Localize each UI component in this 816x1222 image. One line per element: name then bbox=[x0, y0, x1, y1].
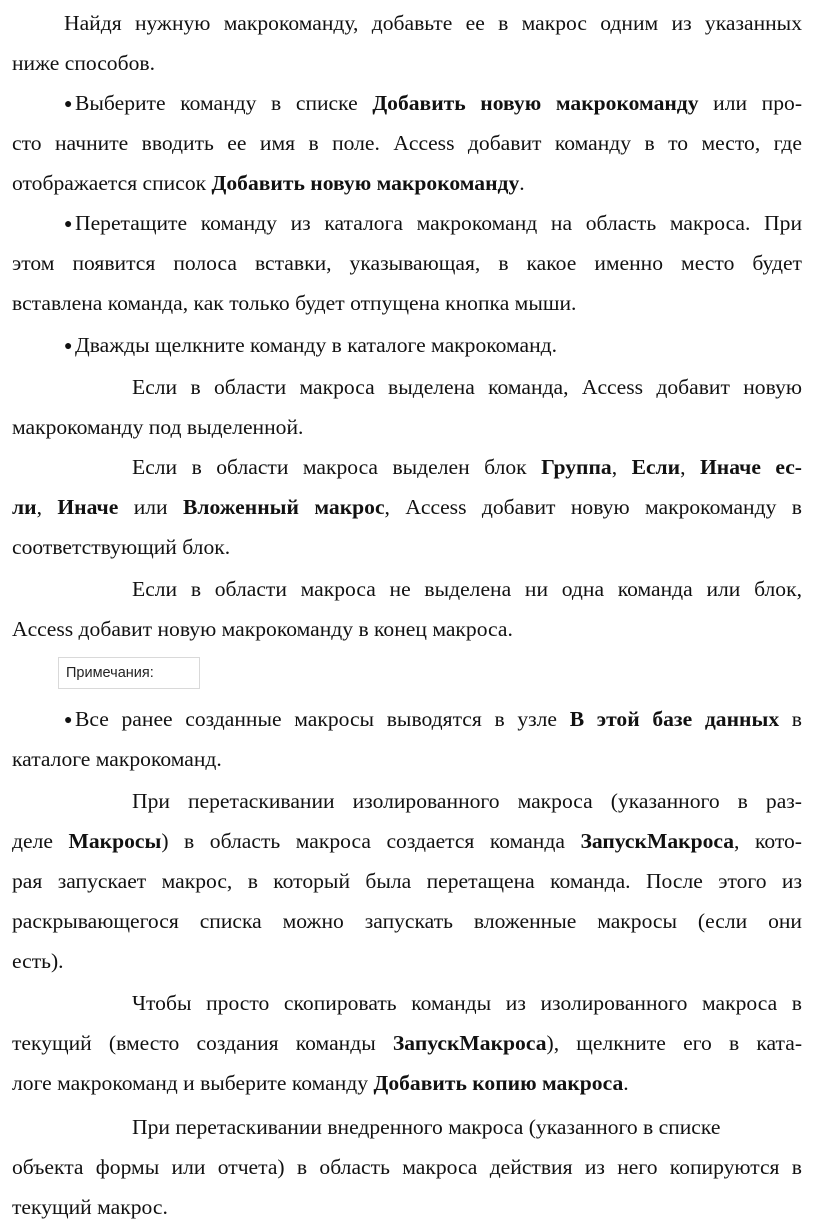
notes-label: Примечания: bbox=[58, 657, 200, 689]
para-6-line-2: объекта формы или отчета) в область макроса действия из него копируются в bbox=[12, 1155, 802, 1179]
bullet-4-line-1: ● Все ранее созданные макросы выводятся в узле В этой базе данных в bbox=[64, 704, 802, 734]
para-4-line-2: деле Макросы) в область макроса создается команда ЗапускМакроса, кото- bbox=[12, 829, 803, 853]
intro-line-2: ниже способов. bbox=[12, 51, 155, 75]
para-2-line-2: ли, Иначе или Вложенный макрос, Access добавит новую макрокоманду в bbox=[12, 495, 802, 519]
para-2-line-3: соответствующий блок. bbox=[12, 535, 231, 559]
para-1-line-1: Если в области макроса выделена команда, Access добавит новую bbox=[132, 375, 802, 399]
para-4-line-1: При перетаскивании изолированного макроса (указанного в раз- bbox=[132, 789, 802, 813]
para-5-line-3: логе макрокоманд и выберите команду Добавить копию макроса. bbox=[12, 1071, 629, 1095]
para-2-line-1: Если в области макроса выделен блок Группа, Если, Иначе ес- bbox=[132, 455, 802, 479]
bullet-2-line-1: ● Перетащите команду из каталога макрокоманд на область макроса. При bbox=[64, 208, 802, 238]
para-6-line-3: текущий макрос. bbox=[12, 1195, 168, 1219]
bullet-4-line-2: каталоге макрокоманд. bbox=[12, 747, 222, 771]
para-4-line-4: раскрывающегося списка можно запускать вложенные макросы (если они bbox=[12, 909, 802, 933]
intro-line-1: Найдя нужную макрокоманду, добавьте ее в макрос одним из указанных bbox=[64, 11, 802, 35]
para-3-line-2: Access добавит новую макрокоманду в конец макроса. bbox=[12, 617, 513, 641]
para-5-line-1: Чтобы просто скопировать команды из изолированного макроса в bbox=[132, 991, 802, 1015]
bullet-1-line-2: сто начните вводить ее имя в поле. Access добавит команду в то место, где bbox=[12, 131, 802, 155]
bullet-icon: ● bbox=[64, 217, 73, 232]
bullet-icon: ● bbox=[64, 97, 73, 112]
para-6-line-1: При перетаскивании внедренного макроса (указанного в списке bbox=[132, 1115, 721, 1139]
bullet-2-line-2: этом появится полоса вставки, указывающая, в какое именно место будет bbox=[12, 251, 802, 275]
bullet-1-line-3: отображается список Добавить новую макрокоманду. bbox=[12, 171, 525, 195]
para-5-line-2: текущий (вместо создания команды ЗапускМакроса), щелкните его в ката- bbox=[12, 1031, 803, 1055]
para-3-line-1: Если в области макроса не выделена ни одна команда или блок, bbox=[132, 577, 802, 601]
para-4-line-5: есть). bbox=[12, 949, 64, 973]
bullet-3-line-1: ● Дважды щелкните команду в каталоге макрокоманд. bbox=[64, 330, 802, 360]
para-1-line-2: макрокоманду под выделенной. bbox=[12, 415, 304, 439]
para-4-line-3: рая запускает макрос, в который была перетащена команда. После этого из bbox=[12, 869, 802, 893]
bullet-2-line-3: вставлена команда, как только будет отпущена кнопка мыши. bbox=[12, 291, 577, 315]
bullet-icon: ● bbox=[64, 713, 73, 728]
bullet-1-line-1: ● Выберите команду в списке Добавить новую макрокоманду или про- bbox=[64, 88, 802, 118]
bullet-icon: ● bbox=[64, 339, 73, 354]
